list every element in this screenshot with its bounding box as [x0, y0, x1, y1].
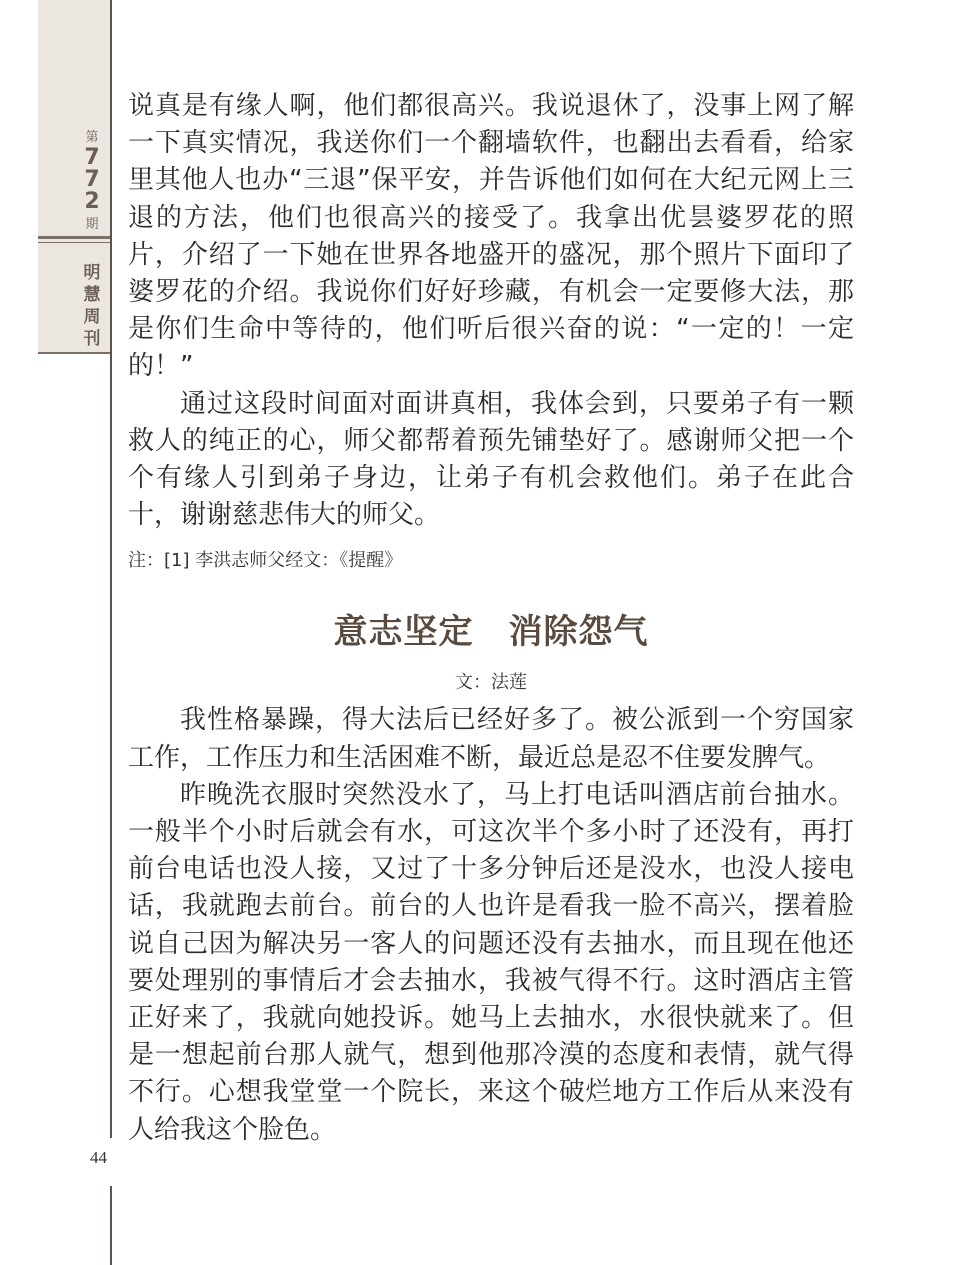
- magazine-char: 刊: [83, 329, 101, 349]
- magazine-char: 周: [83, 307, 101, 327]
- tab-bottom-border: [38, 352, 110, 354]
- article-author: 文：法莲: [455, 672, 527, 694]
- magazine-name: [74, 262, 110, 350]
- magazine-char: 明: [83, 263, 101, 283]
- article2-paragraph: 我性格暴躁，得大法后已经好多了。被公派到一个穷国家工作，工作压力和生活困难不断，最近总是忍不住要发脾气。: [128, 705, 854, 773]
- issue-number: [74, 126, 110, 234]
- tab-divider: [38, 236, 110, 239]
- issue-digit: 7: [84, 145, 100, 170]
- issue-prefix: 第: [85, 130, 99, 145]
- page-content: [128, 88, 854, 1149]
- article1-paragraph: 说真是有缘人啊，他们都很高兴。我说退休了，没事上网了解一下真实情况，我送你们一个翻墙软件，也翻出去看看，给家里其他人也办“三退”保平安，并告诉他们如何在大纪元网上三退的方法，他们也很高兴的接受了。我拿出优昙婆罗花的照片，介绍了一下她在世界各地盛开的盛况，那个照片下面印了婆罗花的介绍。我说你们好好珍藏，有机会一定要修大法，那是你们生命中等待的，他们听后很兴奋的说：“一定的！一定的！”: [128, 91, 854, 382]
- page-number: 44: [90, 1148, 107, 1167]
- article2-paragraph: 昨晚洗衣服时突然没水了，马上打电话叫酒店前台抽水。一般半个小时后就会有水，可这次半个多小时了还没有，再打前台电话也没人接，又过了十多分钟后还是没水，也没人接电话，我就跑去前台。前台的人也许是看我一脸不高兴，摆着脸说自己因为解决另一客人的问题还没有去抽水，而且现在他还要处理别的事情后才会去抽水，我被气得不行。这时酒店主管正好来了，我就向她投诉。她马上去抽水，水很快就来了。但是一想起前台那人就气，想到他那冷漠的态度和表情，就气得不行。心想我堂堂一个院长，来这个破烂地方工作后从来没有人给我这个脸色。: [128, 779, 854, 1145]
- margin-rule-top: [110, 0, 112, 1138]
- footnote: 注：[1] 李洪志师父经文：《提醒》: [128, 550, 403, 572]
- issue-suffix: 期: [85, 217, 99, 232]
- article1-paragraph: 通过这段时间面对面讲真相，我体会到，只要弟子有一颗救人的纯正的心，师父都帮着预先铺垫好了。感谢师父把一个个有缘人引到弟子身边，让弟子有机会救他们。弟子在此合十，谢谢慈悲伟大的师父。: [128, 388, 854, 531]
- issue-digit: 7: [84, 167, 100, 192]
- article-title: 意志坚定 消除怨气: [333, 612, 649, 653]
- margin-rule-bottom: [110, 1186, 112, 1265]
- magazine-char: 慧: [83, 285, 101, 305]
- tab-divider-thin: [38, 242, 110, 243]
- issue-digit: 2: [84, 189, 100, 214]
